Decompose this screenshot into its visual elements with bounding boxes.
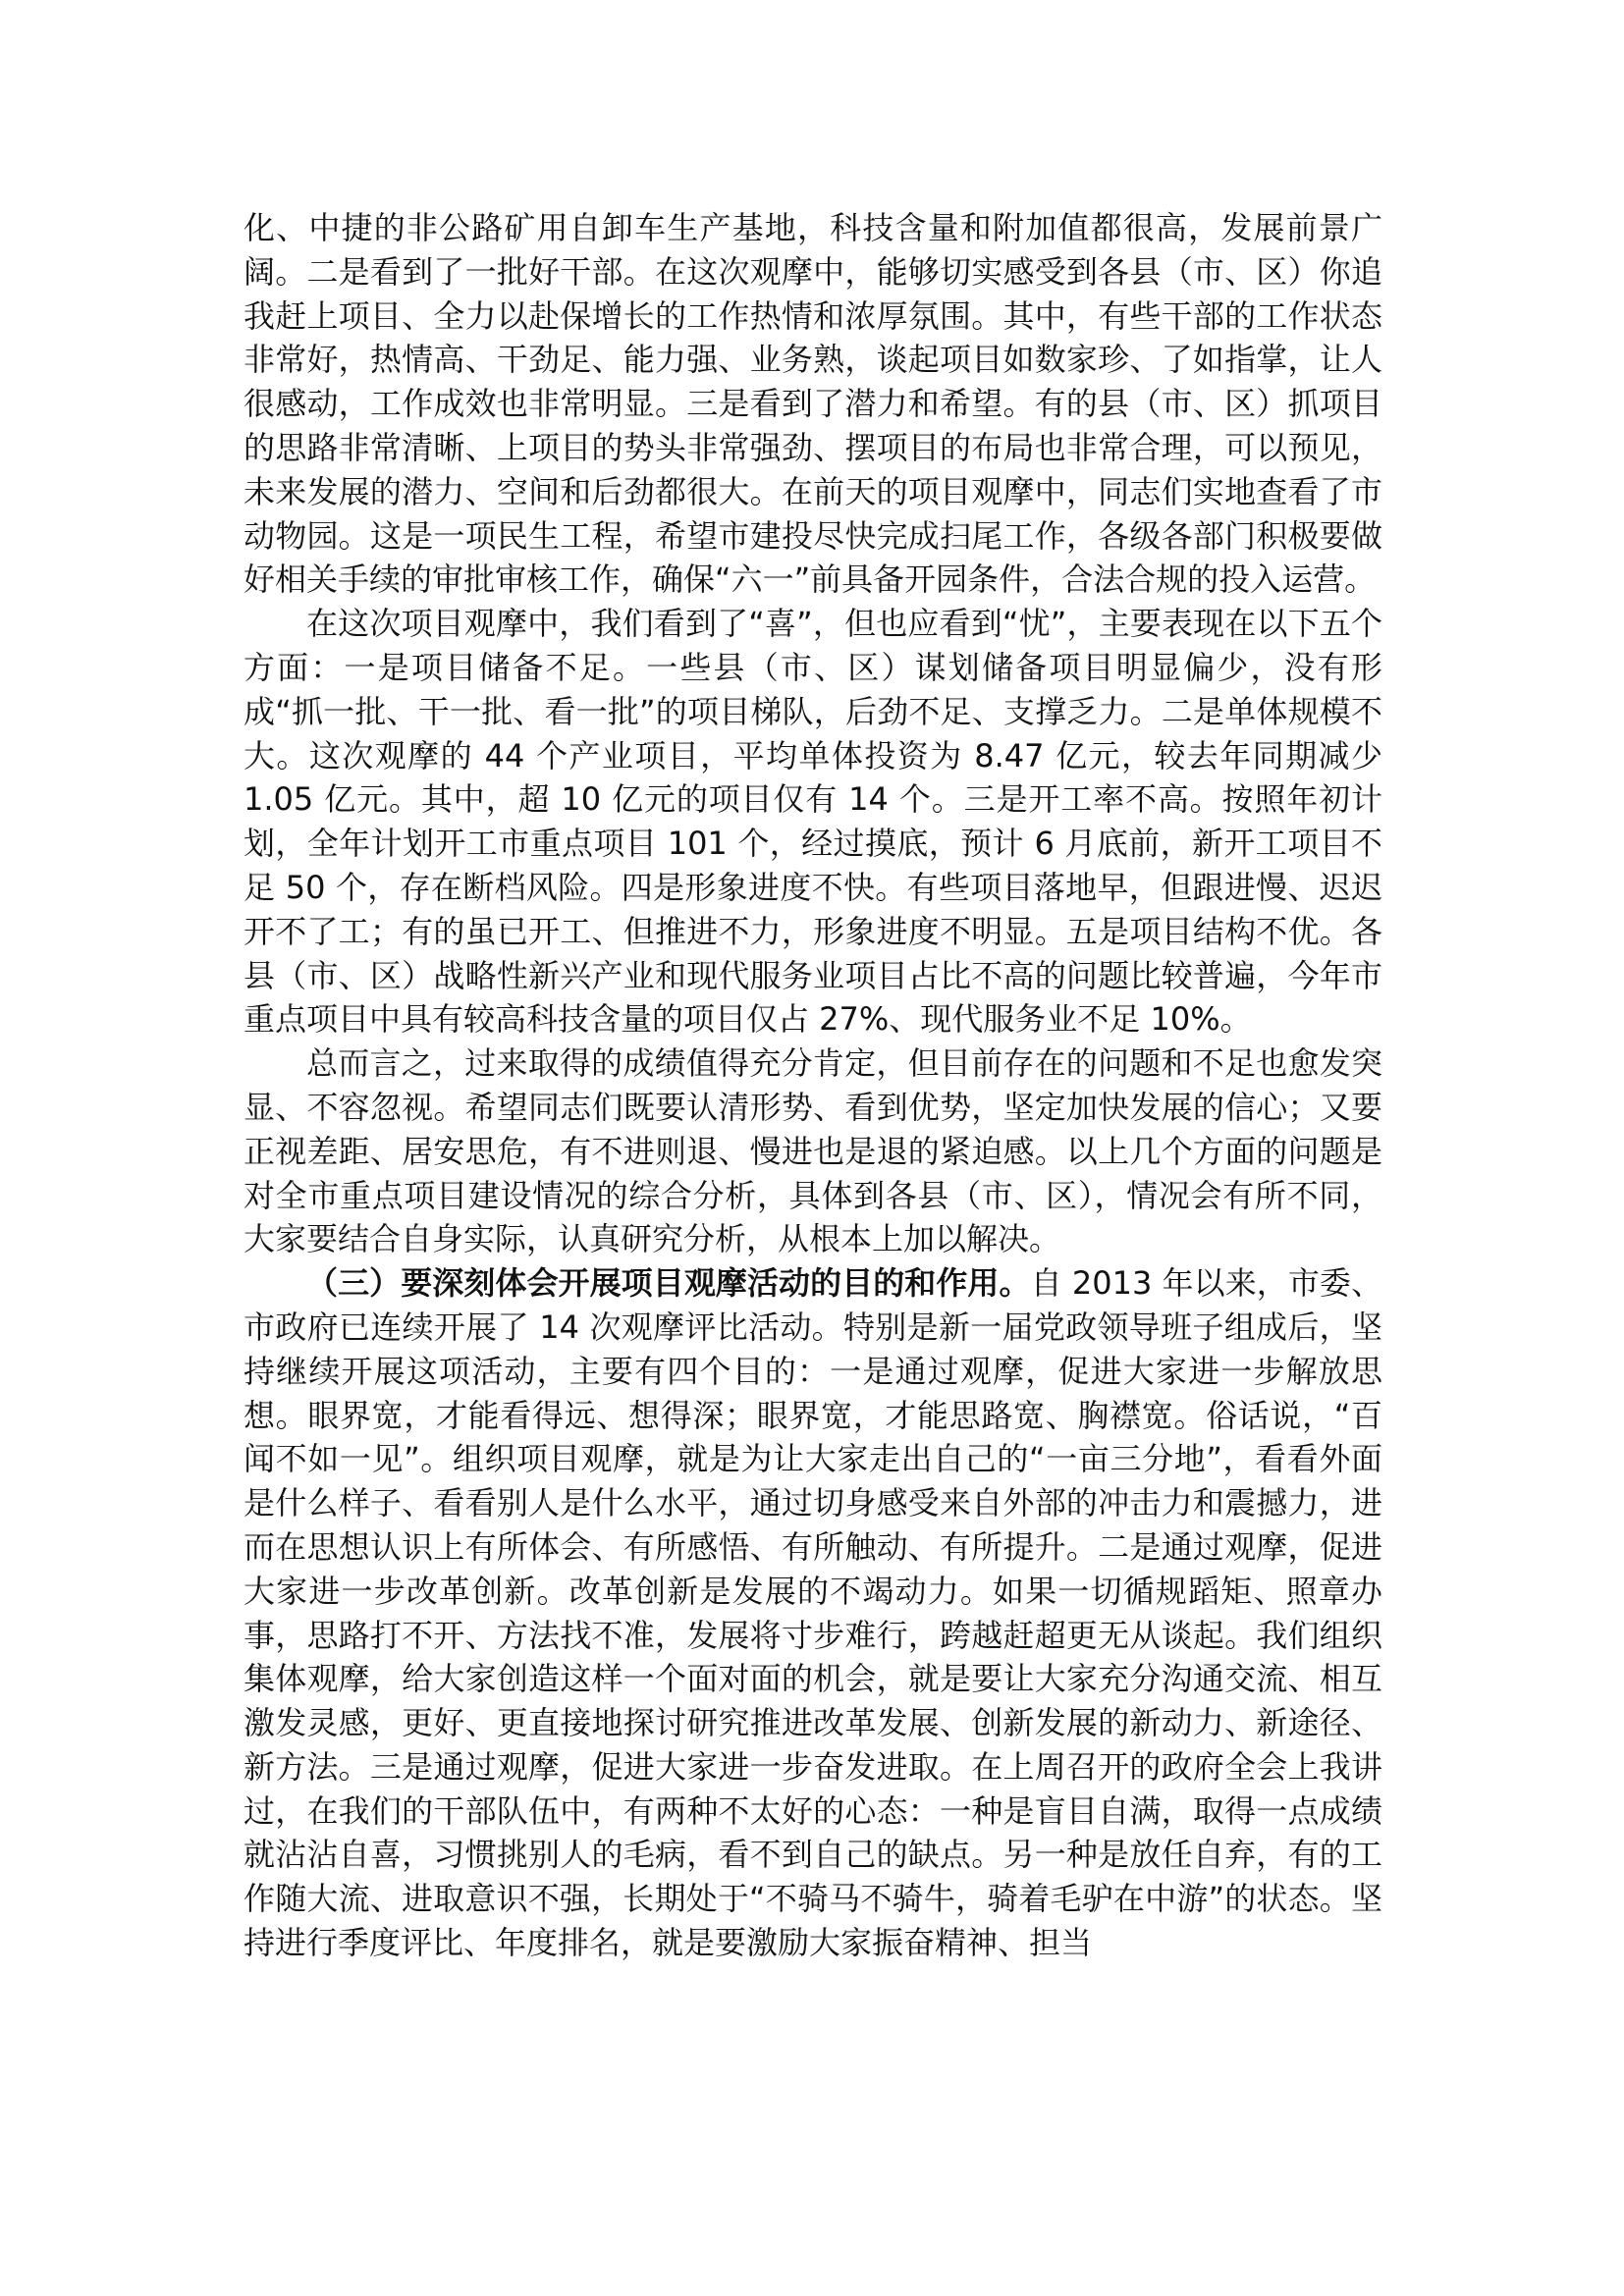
paragraph-3-text: 总而言之，过来取得的成绩值得充分肯定，但目前存在的问题和不足也愈发突显、不容忽视。希望同志们既要认清形势、看到优势，坚定加快发展的信心；又要正视差距、居安思危，有不进则退、慢进也是退的紧迫感。以上几个方面的问题是对全市重点项目建设情况的综合分析，具体到各县（市、区），情况会有所不同，大家要结合自身实际，认真研究分析，从根本上加以解决。: [244, 1044, 1382, 1258]
paragraph-1: [244, 206, 1382, 602]
paragraph-2-text: 在这次项目观摩中，我们看到了“喜”，但也应看到“忧”，主要表现在以下五个方面：一是项目储备不足。一些县（市、区）谋划储备项目明显偏少，没有形成“抓一批、干一批、看一批”的项目梯队，后劲不足、支撑乏力。二是单体规模不大。这次观摩的 44 个产业项目，平均单体投资为 8.47 亿元，较去年同期减少 1.05 亿元。其中，超 10 亿元的项目仅有 14 个。三是开工率不高。按照年初计划，全年计划开工市重点项目 101 个，经过摸底，预计 6 月底前，新开工项目不足 50 个，存在断档风险。四是形象进度不快。有些项目落地早，但跟进慢、迟迟开不了工；有的虽已开工、但推进不力，形象进度不明显。五是项目结构不优。各县（市、区）战略性新兴产业和现代服务业项目占比不高的问题比较普遍，今年市重点项目中具有较高科技含量的项目仅占 27%、现代服务业不足 10%。: [244, 605, 1382, 1039]
paragraph-4: [244, 1261, 1382, 1965]
paragraph-1-text: 化、中捷的非公路矿用自卸车生产基地，科技含量和附加值都很高，发展前景广阔。二是看到了一批好干部。在这次观摩中，能够切实感受到各县（市、区）你追我赶上项目、全力以赴保增长的工作热情和浓厚氛围。其中，有些干部的工作状态非常好，热情高、干劲足、能力强、业务熟，谈起项目如数家珍、了如指掌，让人很感动，工作成效也非常明显。三是看到了潜力和希望。有的县（市、区）抓项目的思路非常清晰、上项目的势头非常强劲、摆项目的布局也非常合理，可以预见，未来发展的潜力、空间和后劲都很大。在前天的项目观摩中，同志们实地查看了市动物园。这是一项民生工程，希望市建投尽快完成扫尾工作，各级各部门积极要做好相关手续的审批审核工作，确保“六一”前具备开园条件，合法合规的投入运营。: [244, 209, 1382, 599]
paragraph-3: [244, 1041, 1382, 1261]
document-page: [244, 206, 1382, 1965]
paragraph-4-text: 自 2013 年以来，市委、市政府已连续开展了 14 次观摩评比活动。特别是新一届党政领导班子组成后，坚持继续开展这项活动，主要有四个目的：一是通过观摩，促进大家进一步解放思想。眼界宽，才能看得远、想得深；眼界宽，才能思路宽、胸襟宽。俗话说，“百闻不如一见”。组织项目观摩，就是为让大家走出自己的“一亩三分地”，看看外面是什么样子、看看别人是什么水平，通过切身感受来自外部的冲击力和震撼力，进而在思想认识上有所体会、有所感悟、有所触动、有所提升。二是通过观摩，促进大家进一步改革创新。改革创新是发展的不竭动力。如果一切循规蹈矩、照章办事，思路打不开、方法找不准，发展将寸步难行，跨越赶超更无从谈起。我们组织集体观摩，给大家创造这样一个面对面的机会，就是要让大家充分沟通交流、相互激发灵感，更好、更直接地探讨研究推进改革发展、创新发展的新动力、新途径、新方法。三是通过观摩，促进大家进一步奋发进取。在上周召开的政府全会上我讲过，在我们的干部队伍中，有两种不太好的心态：一种是盲目自满，取得一点成绩就沾沾自喜，习惯挑别人的毛病，看不到自己的缺点。另一种是放任自弃，有的工作随大流、进取意识不强，长期处于“不骑马不骑牛，骑着毛驴在中游”的状态。坚持进行季度评比、年度排名，就是要激励大家振奋精神、担当: [244, 1264, 1382, 1962]
paragraph-2: [244, 602, 1382, 1041]
section-heading-3: （三）要深刻体会开展项目观摩活动的目的和作用。: [306, 1264, 1031, 1303]
